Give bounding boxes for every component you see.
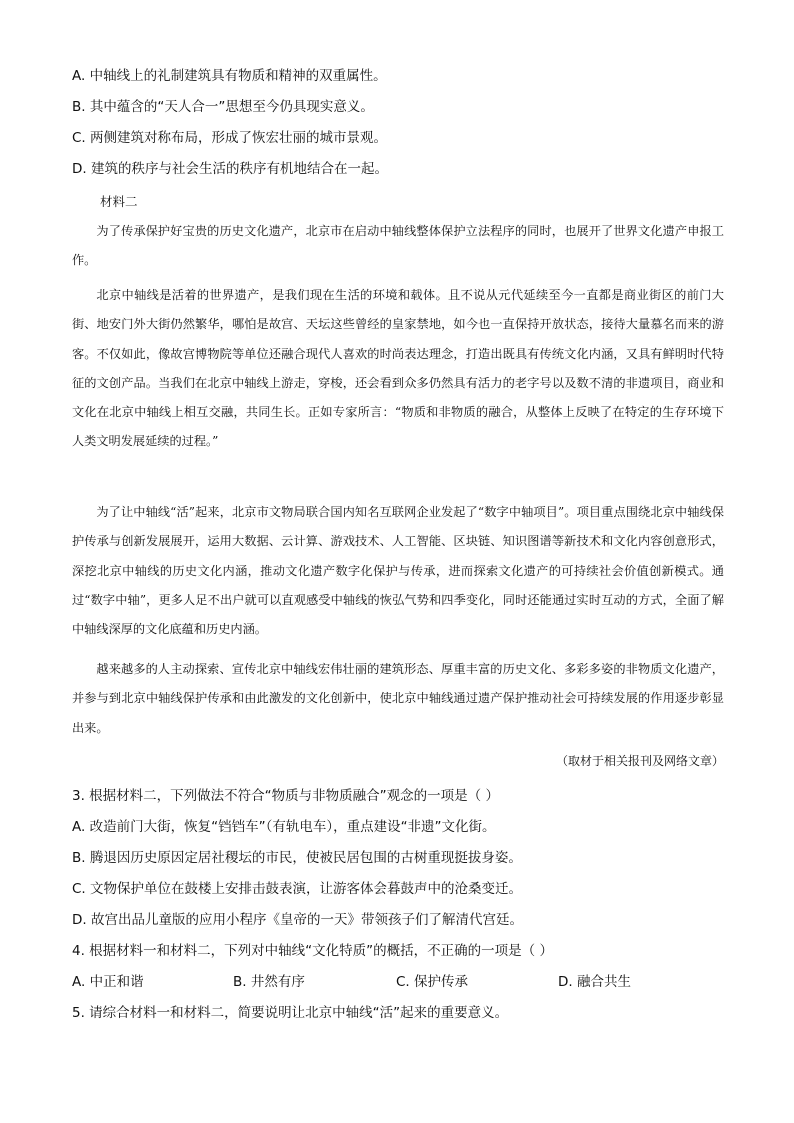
question-4-option-d: D. 融合共生 <box>558 974 631 990</box>
top-option-d: D. 建筑的秩序与社会生活的秩序有机地结合在一起。 <box>72 161 388 177</box>
question-5-stem: 5. 请综合材料一和材料二，简要说明让北京中轴线“活”起来的重要意义。 <box>72 1005 509 1021</box>
question-3-stem: 3. 根据材料二，下列做法不符合“物质与非物质融合”观念的一项是（ ） <box>72 788 499 804</box>
material-paragraph-1: 为了传承保护好宝贵的历史文化遗产，北京市在启动中轴线整体保护立法程序的同时，也展开了世界文化遗产申报工作。 <box>72 224 724 268</box>
material-title: 材料二 <box>100 194 138 209</box>
top-option-c: C. 两侧建筑对称布局，形成了恢宏壮丽的城市景观。 <box>72 130 388 146</box>
question-4-stem: 4. 根据材料一和材料二，下列对中轴线“文化特质”的概括，不正确的一项是（ ） <box>72 943 553 959</box>
question-4-option-c: C. 保护传承 <box>396 974 469 990</box>
question-4-option-a: A. 中正和谐 <box>72 974 144 990</box>
question-3-option-c: C. 文物保护单位在鼓楼上安排击鼓表演，让游客体会暮鼓声中的沧桑变迁。 <box>72 881 523 897</box>
material-paragraph-3: 为了让中轴线“活”起来，北京市文物局联合国内知名互联网企业发起了“数字中轴项目”。项目重点围绕北京中轴线保护传承与创新发展展开，运用大数据、云计算、游戏技术、人工智能、区块链、知识图谱等新技术和文化内容创意形式，深挖北京中轴线的历史文化内涵，推动文化遗产数字化保护与传承，进而探索文化遗产的可持续社会价值创新模式。通过“数字中轴”，更多人足不出户就可以直观感受中轴线的恢弘气势和四季变化，同时还能通过实时互动的方式，全面了解中轴线深厚的文化底蕴和历史内涵。 <box>72 505 724 637</box>
top-option-a: A. 中轴线上的礼制建筑具有物质和精神的双重属性。 <box>72 68 387 84</box>
material-paragraph-2: 北京中轴线是活着的世界遗产，是我们现在生活的环境和载体。且不说从元代延续至今一直都是商业街区的前门大街、地安门外大街仍然繁华，哪怕是故宫、天坛这些曾经的皇家禁地，如今也一直保持开放状态，接待大量慕名而来的游客。不仅如此，像故宫博物院等单位还融合现代人喜欢的时尚表达理念，打造出既具有传统文化内涵，又具有鲜明时代特征的文创产品。当我们在北京中轴线上游走，穿梭，还会看到众多仍然具有活力的老字号以及数不清的非遗项目，商业和文化在北京中轴线上相互交融，共同生长。正如专家所言：“物质和非物质的融合，从整体上反映了在特定的生存环境下人类文明发展延续的过程。” <box>72 288 724 449</box>
question-3-option-b: B. 腾退因历史原因定居社稷坛的市民，使被民居包围的古树重现挺拔身姿。 <box>72 850 522 866</box>
top-option-b: B. 其中蕴含的“天人合一”思想至今仍具现实意义。 <box>72 99 374 115</box>
question-4-option-b: B. 井然有序 <box>233 974 305 990</box>
question-3-option-a: A. 改造前门大街，恢复“铛铛车”（有轨电车），重点建设“非遗”文化街。 <box>72 819 496 835</box>
material-paragraph-4: 越来越多的人主动探索、宣传北京中轴线宏伟壮丽的建筑形态、厚重丰富的历史文化、多彩多姿的非物质文化遗产，并参与到北京中轴线保护传承和由此激发的文化创新中，使北京中轴线通过遗产保护推动社会可持续发展的作用逐步彰显出来。 <box>72 662 724 735</box>
question-3-option-d: D. 故宫出品儿童版的应用小程序《皇帝的一天》带领孩子们了解清代宫廷。 <box>72 912 523 928</box>
source-note: （取材于相关报刊及网络文章） <box>555 754 724 768</box>
